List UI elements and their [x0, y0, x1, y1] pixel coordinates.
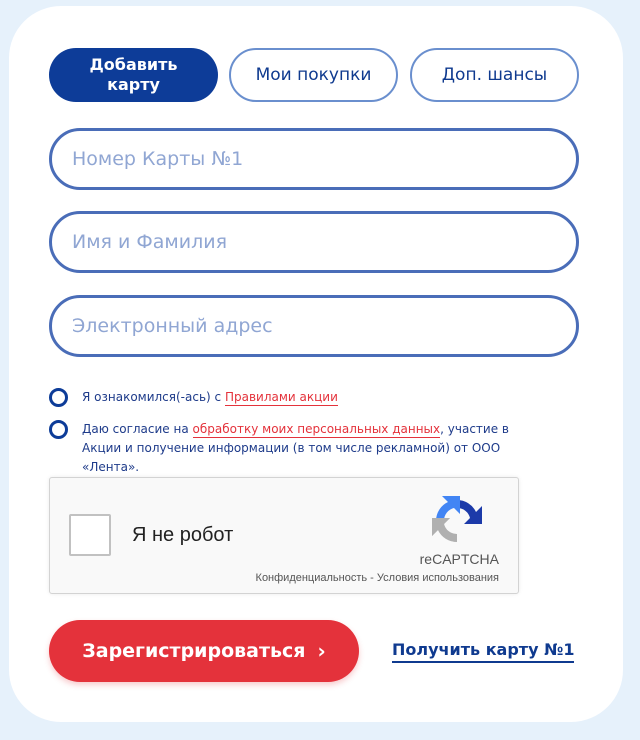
rules-link[interactable]: Правилами акции [224, 390, 338, 404]
get-card-link[interactable]: Получить карту №1 [392, 640, 574, 663]
recaptcha-privacy-link[interactable]: Конфиденциальность [255, 572, 368, 584]
recaptcha-links-separator: - [367, 572, 377, 584]
consent-agreement-radio[interactable] [49, 420, 68, 439]
register-button[interactable] [49, 620, 359, 682]
tab-extra-chances-label: Доп. шансы [441, 65, 548, 85]
register-button-label: Зарегистрироваться [82, 640, 306, 662]
rules-agreement-radio[interactable] [49, 388, 68, 407]
rules-agreement-prefix: Я ознакомился(-ась) с [82, 390, 225, 404]
recaptcha-terms-link[interactable]: Условия использования [376, 572, 499, 584]
recaptcha-brand: reCAPTCHA [419, 551, 499, 567]
consent-agreement [49, 420, 542, 477]
card-number-input[interactable] [49, 128, 579, 190]
tab-my-purchases[interactable] [229, 48, 398, 102]
personal-data-link[interactable]: обработку моих персональных данных [192, 422, 441, 436]
recaptcha-checkbox[interactable] [69, 514, 111, 556]
recaptcha-logo-icon [430, 494, 484, 548]
registration-card [9, 6, 623, 722]
email-input[interactable] [49, 295, 579, 357]
rules-agreement-text [82, 388, 542, 407]
consent-suffix: , участие в Акции и получение информации (в том числе рекламной) от ООО «Лента». [82, 422, 509, 474]
recaptcha-links [256, 572, 499, 584]
tab-my-purchases-label: Мои покупки [255, 65, 372, 85]
tab-add-card[interactable] [49, 48, 218, 102]
rules-agreement [49, 388, 542, 407]
chevron-right-icon: › [317, 639, 326, 663]
consent-prefix: Даю согласие на [82, 422, 193, 436]
tab-extra-chances[interactable] [410, 48, 579, 102]
recaptcha-widget [49, 477, 519, 594]
recaptcha-label: Я не робот [132, 524, 234, 546]
tab-add-card-label: Добавить карту [89, 55, 178, 94]
consent-agreement-text [82, 420, 542, 477]
tab-bar [49, 48, 579, 102]
full-name-input[interactable] [49, 211, 579, 273]
